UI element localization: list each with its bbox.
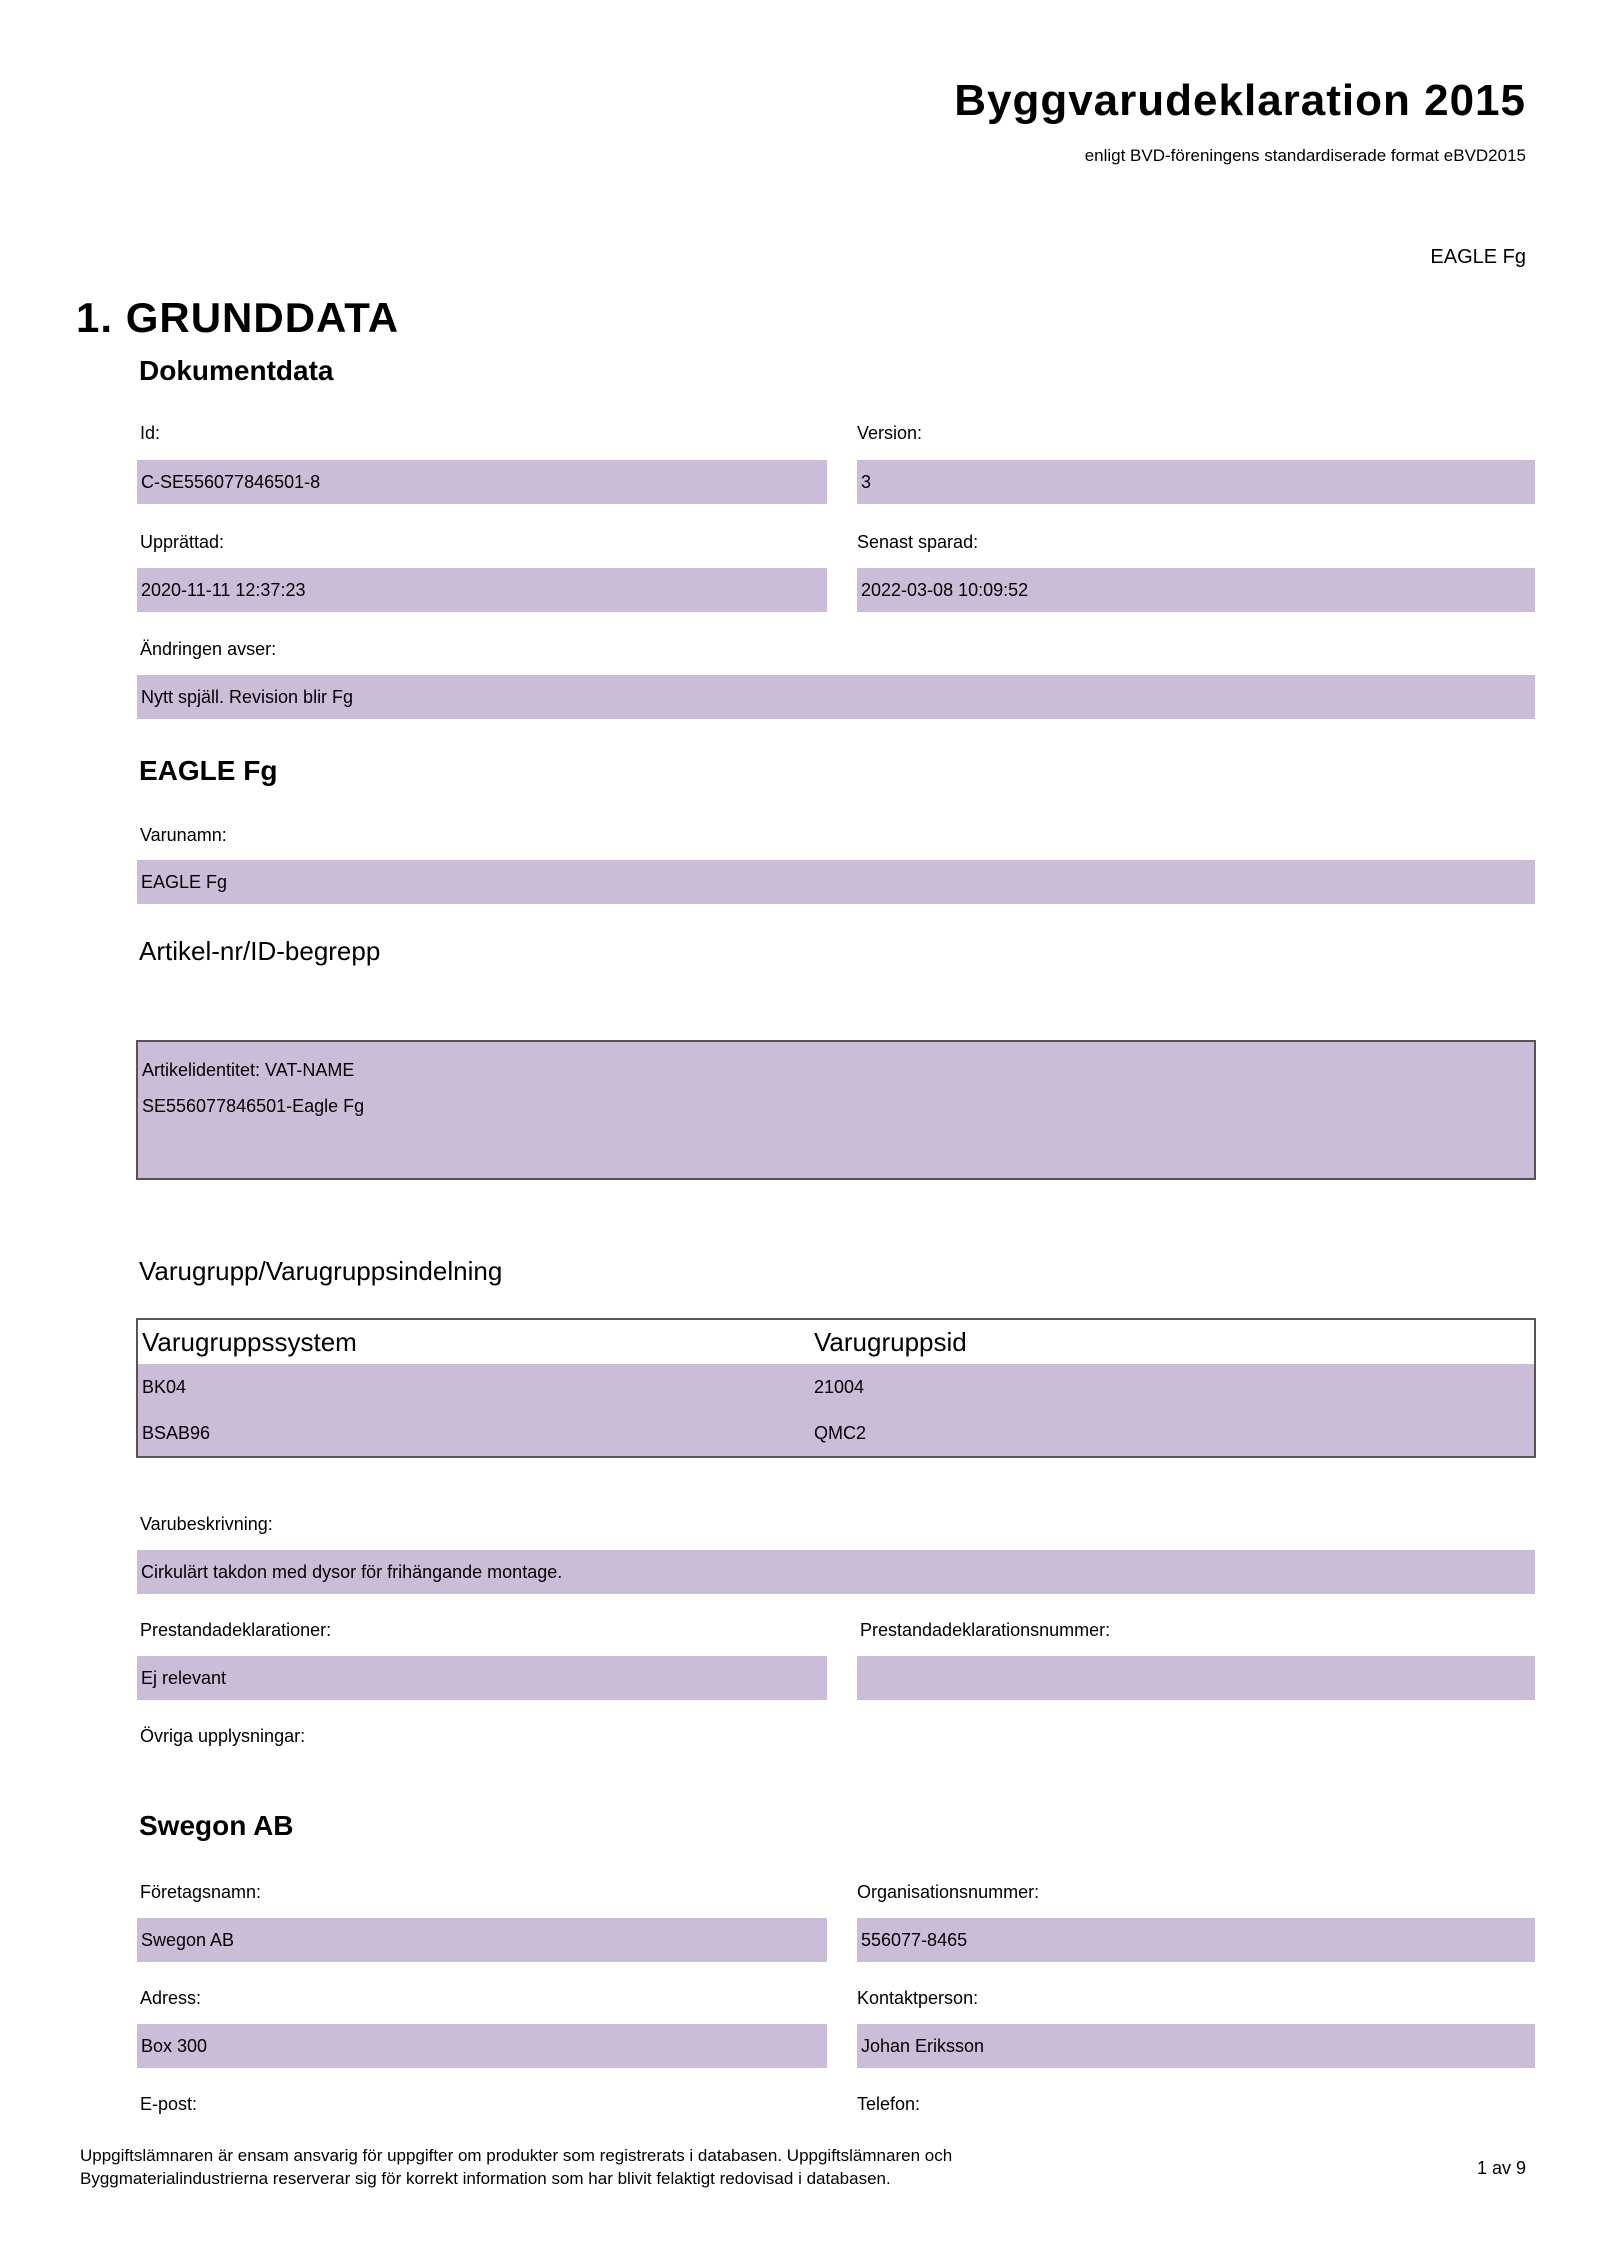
change-label: Ändringen avser:	[140, 639, 277, 659]
description-label: Varubeskrivning:	[140, 1514, 273, 1534]
document-title: Byggvarudeklaration 2015	[954, 76, 1526, 125]
contact-field: Johan Eriksson	[857, 2024, 1535, 2068]
group-col-id: Varugruppsid	[814, 1327, 967, 1357]
footer-line-2: Byggmaterialindustrierna reserverar sig för korrekt information som har blivit felaktigt redovisad i databasen.	[80, 2169, 891, 2188]
performance-number-label: Prestandadeklarationsnummer:	[860, 1620, 1111, 1640]
product-name-label: Varunamn:	[140, 825, 227, 845]
contact-label: Kontaktperson:	[857, 1988, 979, 2008]
footer-line-1: Uppgiftslämnaren är ensam ansvarig för uppgifter om produkter som registrerats i databasen. Uppgiftslämnaren och	[80, 2146, 953, 2165]
created-label: Upprättad:	[140, 532, 225, 552]
article-line-1: Artikelidentitet: VAT-NAME	[142, 1060, 355, 1080]
id-label: Id:	[140, 423, 161, 443]
section-title: 1. GRUNDDATA	[76, 294, 400, 341]
company-name-field: Swegon AB	[137, 1918, 827, 1962]
org-number-label: Organisationsnummer:	[857, 1882, 1040, 1902]
created-field: 2020-11-11 12:37:23	[137, 568, 827, 612]
saved-field: 2022-03-08 10:09:52	[857, 568, 1535, 612]
article-box	[136, 1040, 1536, 1180]
group-heading: Varugrupp/Varugruppsindelning	[139, 1256, 503, 1286]
group-col-system: Varugruppssystem	[142, 1327, 357, 1357]
header-product-ref: EAGLE Fg	[1430, 246, 1526, 268]
group-id-cell: 21004	[814, 1377, 865, 1397]
id-field: C-SE556077846501-8	[137, 460, 827, 504]
footer-disclaimer	[80, 2144, 1180, 2190]
version-field: 3	[857, 460, 1535, 504]
saved-label: Senast sparad:	[857, 532, 979, 552]
group-system-cell: BSAB96	[142, 1423, 211, 1443]
table-row	[138, 1410, 1534, 1456]
other-info-label: Övriga upplysningar:	[140, 1726, 306, 1746]
phone-label: Telefon:	[857, 2094, 921, 2114]
article-line-2: SE556077846501-Eagle Fg	[142, 1096, 365, 1116]
org-number-field: 556077-8465	[857, 1918, 1535, 1962]
dokumentdata-heading: Dokumentdata	[139, 355, 334, 386]
address-field: Box 300	[137, 2024, 827, 2068]
performance-field: Ej relevant	[137, 1656, 827, 1700]
description-field: Cirkulärt takdon med dysor för frihängande montage.	[137, 1550, 1535, 1594]
product-heading: EAGLE Fg	[139, 755, 278, 786]
group-table-header	[138, 1320, 1534, 1364]
version-label: Version:	[857, 423, 923, 443]
article-heading: Artikel-nr/ID-begrepp	[139, 936, 381, 966]
group-table	[136, 1318, 1536, 1458]
performance-number-field	[857, 1656, 1535, 1700]
table-row	[138, 1364, 1534, 1410]
address-label: Adress:	[140, 1988, 202, 2008]
group-system-cell: BK04	[142, 1377, 187, 1397]
group-id-cell: QMC2	[814, 1423, 867, 1443]
product-name-field: EAGLE Fg	[137, 860, 1535, 904]
company-name-label: Företagsnamn:	[140, 1882, 262, 1902]
change-field: Nytt spjäll. Revision blir Fg	[137, 675, 1535, 719]
document-subtitle: enligt BVD-föreningens standardiserade format eBVD2015	[1084, 146, 1526, 165]
company-heading: Swegon AB	[139, 1810, 294, 1841]
email-label: E-post:	[140, 2094, 198, 2114]
performance-label: Prestandadeklarationer:	[140, 1620, 332, 1640]
page-number: 1 av 9	[1476, 2158, 1526, 2178]
